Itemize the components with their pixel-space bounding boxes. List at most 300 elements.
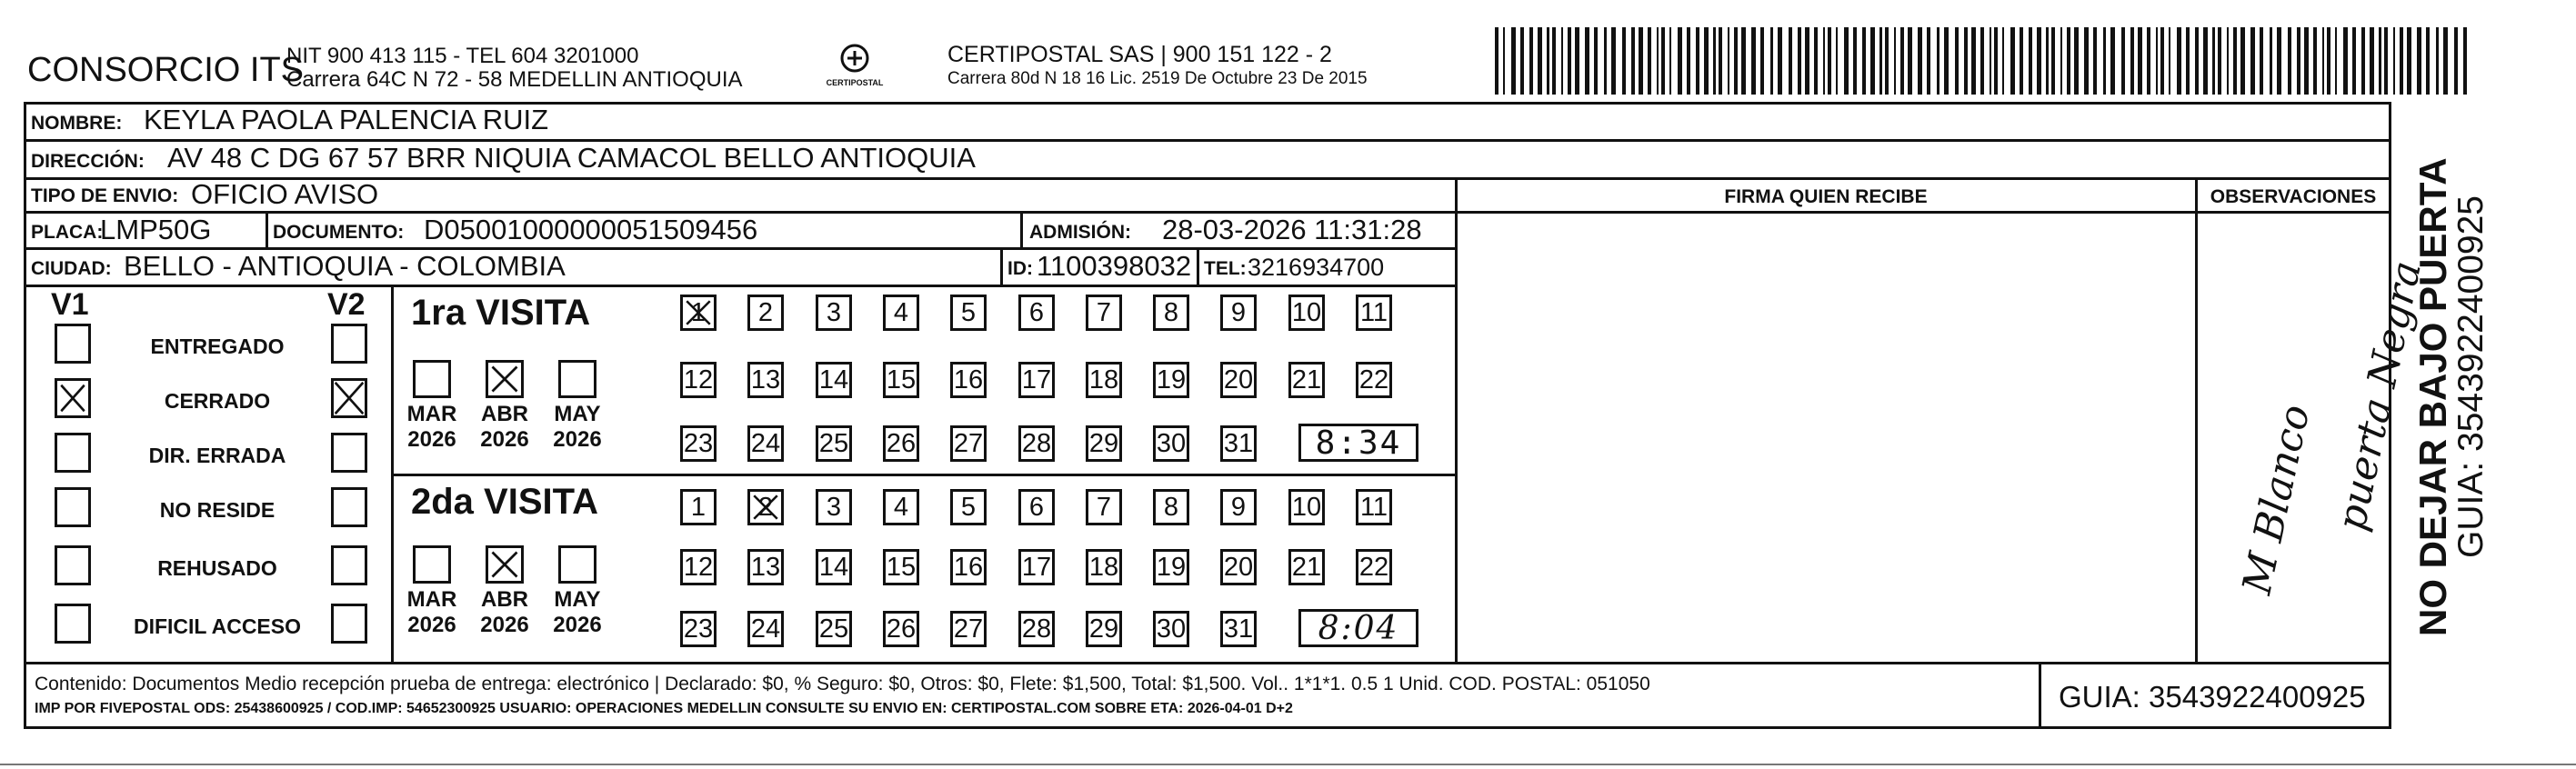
status-v2-checkbox[interactable] (331, 604, 367, 644)
x-mark-icon (683, 297, 714, 328)
barcode-bar (2060, 27, 2062, 95)
barcode-bar (1529, 27, 1533, 95)
barcode-bar (1648, 27, 1651, 95)
day-box[interactable] (1153, 295, 1189, 331)
day-number: 29 (1088, 614, 1119, 644)
day-box[interactable] (1356, 489, 1392, 525)
barcode-bar (2203, 27, 2208, 95)
status-v1-checkbox[interactable] (55, 487, 91, 527)
signature-header: FIRMA QUIEN RECIBE (1724, 186, 1928, 207)
month-checkbox-mar[interactable] (413, 545, 451, 584)
day-number: 23 (683, 614, 714, 644)
barcode-bar (2322, 27, 2324, 95)
barcode-bar (2029, 27, 2032, 95)
barcode-bar (2169, 27, 2170, 95)
document-label: DOCUMENTO: (273, 222, 405, 243)
barcode-bar (1594, 27, 1598, 95)
month-checkbox-abr[interactable] (486, 360, 524, 398)
barcode-bar (1853, 27, 1857, 95)
city: BELLO - ANTIOQUIA - COLOMBIA (124, 250, 566, 282)
day-number: 3 (826, 297, 842, 327)
day-box[interactable] (816, 425, 852, 462)
city-label: CIUDAD: (31, 258, 112, 279)
barcode-bar (2093, 27, 2097, 95)
status-v2-checkbox[interactable] (331, 433, 367, 473)
day-number: 11 (1359, 297, 1388, 327)
status-label: CERRADO (164, 389, 271, 413)
barcode-bar (1814, 27, 1818, 95)
day-box[interactable] (747, 362, 784, 398)
barcode-bar (2343, 27, 2348, 95)
handwritten-note-1: M Blanco (2233, 400, 2320, 599)
day-box[interactable] (1018, 549, 1055, 585)
status-v1-checkbox[interactable] (55, 324, 91, 364)
day-number: 10 (1291, 297, 1322, 327)
company-name: CONSORCIO ITS (27, 51, 305, 89)
day-number: 31 (1223, 614, 1254, 644)
x-mark-icon (488, 363, 521, 395)
day-box[interactable] (1018, 425, 1055, 462)
day-box[interactable] (883, 295, 919, 331)
barcode-bar (2130, 27, 2134, 95)
barcode-bar (2361, 27, 2365, 95)
barcode-bar (2297, 27, 2300, 95)
barcode-bar (1870, 27, 1875, 95)
barcode-bar (2426, 27, 2430, 95)
barcode-bar (1547, 27, 1549, 95)
barcode-bar (1495, 27, 1498, 95)
day-number: 4 (893, 297, 909, 327)
barcode-bar (2067, 27, 2070, 95)
barcode-bar (1728, 27, 1729, 95)
day-number: 21 (1291, 552, 1322, 582)
status-v2-checkbox[interactable] (331, 545, 367, 585)
barcode-bar (1704, 27, 1709, 95)
day-box[interactable] (883, 425, 919, 462)
day-box[interactable] (1086, 362, 1122, 398)
visit1-time: 8:34 (1298, 424, 1418, 462)
day-number: 1 (690, 492, 707, 522)
barcode-bar (2270, 27, 2272, 95)
day-box[interactable] (680, 425, 717, 462)
day-box[interactable] (680, 362, 717, 398)
barcode-bar (1778, 27, 1782, 95)
admission: 28-03-2026 11:31:28 (1162, 214, 1422, 245)
v1-label: V1 (51, 287, 89, 322)
barcode-bar (1503, 27, 1505, 95)
barcode-bar (1828, 27, 1831, 95)
day-number: 27 (953, 614, 984, 644)
barcode-bar (1964, 27, 1968, 95)
barcode-bar (1611, 27, 1616, 95)
barcode-bar (2084, 27, 2089, 95)
day-box[interactable] (680, 489, 717, 525)
day-box[interactable] (950, 362, 987, 398)
day-box[interactable] (1153, 362, 1189, 398)
barcode-bar (2138, 27, 2142, 95)
day-box[interactable] (883, 362, 919, 398)
company-nit: NIT 900 413 115 - TEL 604 3201000 (286, 44, 639, 68)
day-box[interactable] (950, 611, 987, 647)
month-year: 2026 (480, 613, 529, 637)
barcode-bar (1844, 27, 1849, 95)
visit1-title: 1ra VISITA (411, 293, 591, 333)
month-label: ABR (481, 402, 528, 426)
day-number: 8 (1163, 297, 1179, 327)
day-number: 6 (1028, 297, 1045, 327)
status-label: DIR. ERRADA (148, 444, 286, 467)
day-number: 14 (818, 552, 849, 582)
carrier-name: CERTIPOSTAL SAS | 900 151 122 - 2 (947, 42, 1332, 67)
barcode-bar (2002, 27, 2004, 95)
day-box[interactable] (1288, 549, 1325, 585)
day-box[interactable] (1356, 295, 1392, 331)
day-box[interactable] (1220, 425, 1257, 462)
day-number: 13 (750, 552, 781, 582)
day-box[interactable] (1356, 362, 1392, 398)
day-box[interactable] (950, 549, 987, 585)
send-type-label: TIPO DE ENVIO: (31, 185, 179, 206)
day-box[interactable] (1086, 489, 1122, 525)
barcode-bar (2250, 27, 2255, 95)
barcode-bar (2110, 27, 2115, 95)
day-box[interactable] (1220, 362, 1257, 398)
barcode-bar (2186, 27, 2190, 95)
status-v1-checkbox[interactable] (55, 433, 91, 473)
status-v2-checkbox[interactable] (331, 487, 367, 527)
day-box[interactable] (883, 611, 919, 647)
barcode-bar (2384, 27, 2388, 95)
day-box[interactable] (1288, 489, 1325, 525)
barcode-bar (2177, 27, 2181, 95)
barcode-bar (1538, 27, 1542, 95)
certipostal-logo (823, 40, 887, 95)
day-box[interactable] (1220, 549, 1257, 585)
barcode-bar (1604, 27, 1607, 95)
barcode-bar (2010, 27, 2015, 95)
day-number: 25 (818, 614, 849, 644)
barcode-bar (2443, 27, 2448, 95)
month-label: MAY (554, 402, 601, 426)
month-checkbox-mar[interactable] (413, 360, 451, 398)
month-label: MAY (554, 587, 601, 612)
day-box[interactable] (1018, 362, 1055, 398)
day-box[interactable] (883, 489, 919, 525)
day-number: 4 (893, 492, 909, 522)
day-box[interactable] (816, 295, 852, 331)
barcode-bar (1687, 27, 1690, 95)
day-number: 16 (953, 365, 984, 394)
barcode-bar (2218, 27, 2221, 95)
day-box[interactable] (1288, 362, 1325, 398)
send-type: OFICIO AVISO (191, 178, 379, 210)
day-box[interactable] (747, 425, 784, 462)
id-number: 1100398032 (1037, 250, 1192, 282)
day-box[interactable] (680, 295, 717, 331)
day-number: 24 (750, 614, 781, 644)
day-number: 18 (1088, 365, 1119, 394)
barcode-bar (1713, 27, 1716, 95)
status-label: NO RESIDE (159, 498, 276, 522)
barcode-bar (1520, 27, 1524, 95)
barcode (1495, 27, 2472, 95)
day-number: 3 (826, 492, 842, 522)
day-box[interactable] (1086, 425, 1122, 462)
day-number: 1 (690, 297, 707, 327)
day-box[interactable] (816, 362, 852, 398)
day-box[interactable] (816, 611, 852, 647)
barcode-bar (2288, 27, 2291, 95)
day-box[interactable] (1086, 611, 1122, 647)
day-box[interactable] (1086, 295, 1122, 331)
barcode-bar (1734, 27, 1738, 95)
day-box[interactable] (1220, 489, 1257, 525)
status-v2-checkbox[interactable] (331, 378, 367, 418)
day-number: 2 (757, 297, 774, 327)
day-number: 25 (818, 428, 849, 458)
month-label: ABR (481, 587, 528, 612)
barcode-bar (1678, 27, 1682, 95)
day-number: 23 (683, 428, 714, 458)
day-number: 11 (1359, 492, 1388, 522)
barcode-bar (2335, 27, 2337, 95)
day-number: 21 (1291, 365, 1322, 394)
day-number: 30 (1156, 428, 1187, 458)
document: D05001000000051509456 (424, 214, 758, 245)
x-mark-icon (750, 492, 781, 523)
month-label: MAR (406, 587, 457, 612)
barcode-bar (2463, 27, 2467, 95)
barcode-bar (1980, 27, 1984, 95)
day-box[interactable] (1153, 489, 1189, 525)
plate-label: PLACA: (31, 222, 104, 243)
print-line: IMP POR FIVEPOSTAL ODS: 25438600925 / COD.IMP: 54652300925 USUARIO: OPERACIONES MEDELLIN CONSULTE SU ENVIO EN: CERTIPOSTAL.COM SOBRE ETA: 2026-04-01 D+2 (35, 701, 1293, 716)
day-box[interactable] (1018, 611, 1055, 647)
day-box[interactable] (1086, 549, 1122, 585)
barcode-bar (2393, 27, 2395, 95)
status-v1-checkbox[interactable] (55, 545, 91, 585)
month-checkbox-may[interactable] (558, 360, 596, 398)
carrier-license: Carrera 80d N 18 16 Lic. 2519 De Octubre 23 De 2015 (947, 69, 1368, 88)
month-year: 2026 (553, 613, 602, 637)
day-box[interactable] (747, 549, 784, 585)
recipient-name: KEYLA PAOLA PALENCIA RUIZ (144, 104, 549, 135)
day-number: 13 (750, 365, 781, 394)
company-address: Carrera 64C N 72 - 58 MEDELLIN ANTIOQUIA (286, 67, 743, 92)
barcode-bar (1879, 27, 1882, 95)
barcode-bar (2020, 27, 2023, 95)
day-number: 22 (1358, 365, 1389, 394)
observations-header: OBSERVACIONES (2210, 186, 2377, 207)
day-number: 8 (1163, 492, 1179, 522)
barcode-bar (1789, 27, 1792, 95)
status-label: DIFICIL ACCESO (133, 614, 301, 638)
barcode-bar (1661, 27, 1665, 95)
barcode-bar (1552, 27, 1556, 95)
month-year: 2026 (480, 427, 529, 452)
barcode-bar (2370, 27, 2374, 95)
day-number: 26 (886, 614, 917, 644)
barcode-bar (1908, 27, 1912, 95)
day-number: 2 (757, 492, 774, 522)
barcode-bar (1669, 27, 1671, 95)
barcode-bar (1741, 27, 1746, 95)
barcode-bar (2037, 27, 2041, 95)
day-box[interactable] (816, 549, 852, 585)
content-line: Contenido: Documentos Medio recepción prueba de entrega: electrónico | Declarado: $0, % Seguro: $0, Otros: $0, Flete: $1,500, Total: $1,500. Vol.. 1*1*1. 0.5 1 Unid. COD. POSTAL: 051050 (35, 674, 1650, 694)
day-box[interactable] (1153, 425, 1189, 462)
barcode-bar (1944, 27, 1949, 95)
day-box[interactable] (1356, 549, 1392, 585)
day-number: 20 (1223, 552, 1254, 582)
barcode-bar (2233, 27, 2237, 95)
day-box[interactable] (747, 611, 784, 647)
day-box[interactable] (747, 489, 784, 525)
day-number: 29 (1088, 428, 1119, 458)
day-number: 24 (750, 428, 781, 458)
barcode-bar (1994, 27, 1998, 95)
barcode-bar (1719, 27, 1722, 95)
status-v1-checkbox[interactable] (55, 604, 91, 644)
barcode-bar (2074, 27, 2079, 95)
barcode-bar (2160, 27, 2164, 95)
day-box[interactable] (950, 295, 987, 331)
x-mark-icon (334, 381, 365, 415)
barcode-bar (1971, 27, 1976, 95)
tel-label: TEL: (1204, 258, 1247, 279)
barcode-bar (1823, 27, 1825, 95)
day-box[interactable] (950, 425, 987, 462)
month-checkbox-abr[interactable] (486, 545, 524, 584)
barcode-bar (2240, 27, 2245, 95)
barcode-bar (2277, 27, 2281, 95)
day-number: 20 (1223, 365, 1254, 394)
day-number: 7 (1096, 492, 1112, 522)
day-number: 19 (1156, 365, 1187, 394)
barcode-bar (2260, 27, 2263, 95)
barcode-bar (2327, 27, 2330, 95)
barcode-bar (2147, 27, 2150, 95)
barcode-bar (1836, 27, 1838, 95)
day-box[interactable] (1153, 611, 1189, 647)
status-v2-checkbox[interactable] (331, 324, 367, 364)
observations-handwriting (2200, 218, 2431, 658)
day-number: 18 (1088, 552, 1119, 582)
day-number: 17 (1021, 552, 1052, 582)
day-box[interactable] (1220, 611, 1257, 647)
day-number: 15 (886, 552, 917, 582)
day-number: 17 (1021, 365, 1052, 394)
barcode-bar (1575, 27, 1579, 95)
barcode-bar (1798, 27, 1801, 95)
tel-number: 3216934700 (1248, 254, 1385, 281)
barcode-bar (1955, 27, 1959, 95)
barcode-bar (1631, 27, 1635, 95)
day-number: 22 (1358, 552, 1389, 582)
day-box[interactable] (883, 549, 919, 585)
day-box[interactable] (1018, 295, 1055, 331)
barcode-bar (1622, 27, 1626, 95)
status-v1-checkbox[interactable] (55, 378, 91, 418)
barcode-icon (1495, 27, 2472, 95)
barcode-bar (1885, 27, 1889, 95)
day-box[interactable] (747, 295, 784, 331)
barcode-bar (1990, 27, 1991, 95)
month-checkbox-may[interactable] (558, 545, 596, 584)
barcode-bar (2407, 27, 2411, 95)
month-year: 2026 (407, 613, 456, 637)
day-number: 28 (1021, 614, 1052, 644)
barcode-bar (2313, 27, 2317, 95)
barcode-bar (1561, 27, 1563, 95)
visit2-time: 8:04 (1298, 609, 1418, 647)
day-number: 5 (960, 297, 977, 327)
status-label: ENTREGADO (150, 335, 285, 358)
recipient-address: AV 48 C DG 67 57 BRR NIQUIA CAMACOL BELLO ANTIOQUIA (167, 142, 976, 174)
barcode-bar (1760, 27, 1764, 95)
day-box[interactable] (1288, 295, 1325, 331)
day-number: 15 (886, 365, 917, 394)
day-box[interactable] (950, 489, 987, 525)
barcode-bar (2417, 27, 2421, 95)
barcode-bar (2103, 27, 2106, 95)
barcode-bar (1927, 27, 1930, 95)
barcode-bar (2156, 27, 2158, 95)
day-number: 9 (1230, 297, 1247, 327)
barcode-bar (2227, 27, 2229, 95)
barcode-bar (2454, 27, 2458, 95)
barcode-bar (1918, 27, 1922, 95)
day-box[interactable] (1153, 549, 1189, 585)
day-box[interactable] (680, 549, 717, 585)
barcode-bar (2121, 27, 2125, 95)
day-box[interactable] (1220, 295, 1257, 331)
barcode-bar (2195, 27, 2199, 95)
month-year: 2026 (407, 427, 456, 452)
visit2-title: 2da VISITA (411, 482, 598, 522)
day-number: 5 (960, 492, 977, 522)
barcode-bar (2212, 27, 2215, 95)
month-year: 2026 (553, 427, 602, 452)
x-mark-icon (57, 381, 88, 415)
handwritten-note-2: puerta Negra (2328, 256, 2431, 535)
barcode-bar (1568, 27, 1571, 95)
day-box[interactable] (680, 611, 717, 647)
day-box[interactable] (816, 489, 852, 525)
day-number: 12 (683, 552, 714, 582)
month-label: MAR (406, 402, 457, 426)
day-number: 16 (953, 552, 984, 582)
barcode-bar (2046, 27, 2049, 95)
day-number: 28 (1021, 428, 1052, 458)
barcode-bar (1900, 27, 1904, 95)
footer-guide: GUIA: 3543922400925 (2059, 680, 2366, 714)
day-number: 26 (886, 428, 917, 458)
address-label: DIRECCIÓN: (31, 151, 145, 172)
id-label: ID: (1007, 258, 1033, 279)
status-label: REHUSADO (157, 556, 277, 580)
day-box[interactable] (1018, 489, 1055, 525)
barcode-bar (1770, 27, 1773, 95)
barcode-bar (1657, 27, 1659, 95)
barcode-bar (2400, 27, 2403, 95)
side-guide: GUIA: 3543922400925 (2451, 195, 2491, 558)
barcode-bar (2352, 27, 2356, 95)
barcode-bar (2304, 27, 2309, 95)
name-label: NOMBRE: (31, 113, 123, 134)
day-number: 14 (818, 365, 849, 394)
barcode-bar (1894, 27, 1896, 95)
